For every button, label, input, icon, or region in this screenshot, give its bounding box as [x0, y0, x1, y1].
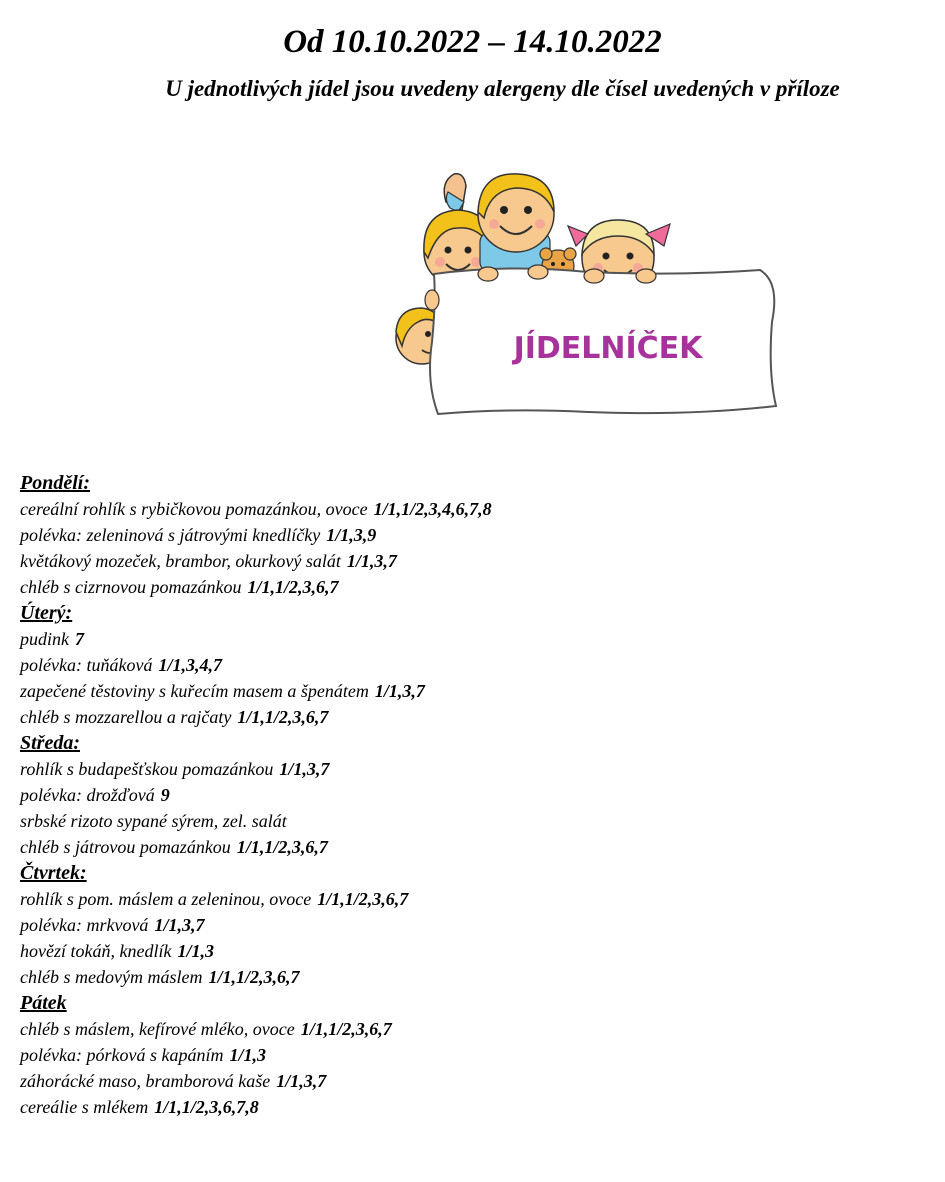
menu-item	[20, 704, 920, 730]
menu-item	[20, 522, 920, 548]
menu-item-allergens: 1/1,1/2,3,6,7	[247, 577, 339, 597]
menu-item-allergens: 1/1,3,7	[154, 915, 205, 935]
menu-item-allergens: 1/1,3,9	[326, 525, 377, 545]
menu-item	[20, 548, 920, 574]
menu-item-text: chléb s medovým máslem	[20, 967, 203, 987]
menu-item-allergens: 1/1,3,7	[374, 681, 425, 701]
menu-item	[20, 886, 920, 912]
menu-item-text: květákový mozeček, brambor, okurkový salát	[20, 551, 341, 571]
children-banner-image	[388, 162, 780, 432]
menu-item-text: polévka: tuňáková	[20, 655, 153, 675]
menu-item	[20, 756, 920, 782]
menu-item-text: pudink	[20, 629, 69, 649]
menu-item	[20, 912, 920, 938]
menu-item	[20, 834, 920, 860]
menu-item	[20, 496, 920, 522]
page-subtitle: U jednotlivých jídel jsou uvedeny alergeny dle čísel uvedených v příloze	[165, 76, 840, 101]
menu-item-allergens: 1/1,3	[177, 941, 214, 961]
menu-item-allergens: 1/1,3,4,7	[158, 655, 222, 675]
menu-item-allergens: 1/1,3,7	[279, 759, 330, 779]
menu-item-text: záhorácké maso, bramborová kaše	[20, 1071, 271, 1091]
menu-item-allergens: 1/1,1/2,3,6,7	[300, 1019, 392, 1039]
menu-item-allergens: 1/1,1/2,3,4,6,7,8	[373, 499, 492, 519]
day-heading: Pátek	[20, 992, 67, 1014]
menu-item	[20, 1094, 920, 1120]
menu-item-allergens: 1/1,3,7	[276, 1071, 327, 1091]
menu-item	[20, 626, 920, 652]
menu-item-text: rohlík s pom. máslem a zeleninou, ovoce	[20, 889, 312, 909]
menu-item-allergens: 9	[160, 785, 170, 805]
menu-item	[20, 782, 920, 808]
menu-item	[20, 652, 920, 678]
menu-item-allergens: 1/1,1/2,3,6,7	[208, 967, 300, 987]
menu-item-allergens: 1/1,1/2,3,6,7	[237, 707, 329, 727]
menu-item	[20, 678, 920, 704]
day-heading: Středa:	[20, 732, 80, 754]
menu-item-text: polévka: pórková s kapáním	[20, 1045, 224, 1065]
menu-item	[20, 808, 920, 834]
menu-item	[20, 938, 920, 964]
menu-item-text: cereálie s mlékem	[20, 1097, 149, 1117]
menu-item-text: chléb s cizrnovou pomazánkou	[20, 577, 242, 597]
day-heading: Pondělí:	[20, 472, 90, 494]
menu-item-allergens: 1/1,3	[229, 1045, 266, 1065]
menu-item-allergens: 7	[75, 629, 84, 649]
menu-item	[20, 1068, 920, 1094]
page-title: Od 10.10.2022 – 14.10.2022	[283, 24, 662, 60]
day-heading: Čtvrtek:	[20, 862, 87, 884]
day-heading: Úterý:	[20, 602, 73, 624]
menu-item-text: polévka: drožďová	[20, 785, 155, 805]
menu-item	[20, 1016, 920, 1042]
menu-item-text: hovězí tokáň, knedlík	[20, 941, 172, 961]
menu-item-allergens: 1/1,3,7	[346, 551, 397, 571]
menu-item-text: chléb s játrovou pomazánkou	[20, 837, 231, 857]
menu-item	[20, 964, 920, 990]
weekly-menu	[20, 470, 920, 1120]
menu-item-text: polévka: mrkvová	[20, 915, 149, 935]
menu-item-text: zapečené těstoviny s kuřecím masem a špenátem	[20, 681, 369, 701]
banner-text: JÍDELNÍČEK	[513, 331, 703, 366]
menu-item-text: chléb s máslem, kefírové mléko, ovoce	[20, 1019, 295, 1039]
menu-item-text: cereální rohlík s rybičkovou pomazánkou, ovoce	[20, 499, 368, 519]
menu-item	[20, 1042, 920, 1068]
menu-item-allergens: 1/1,1/2,3,6,7,8	[154, 1097, 259, 1117]
menu-item-allergens: 1/1,1/2,3,6,7	[236, 837, 328, 857]
menu-item-text: rohlík s budapešťskou pomazánkou	[20, 759, 274, 779]
menu-item-text: chléb s mozzarellou a rajčaty	[20, 707, 232, 727]
menu-item	[20, 574, 920, 600]
menu-item-allergens: 1/1,1/2,3,6,7	[317, 889, 409, 909]
jidelnicek-illustration	[388, 162, 780, 432]
menu-item-text: polévka: zeleninová s játrovými knedlíčky	[20, 525, 321, 545]
menu-item-text: srbské rizoto sypané sýrem, zel. salát	[20, 811, 287, 831]
